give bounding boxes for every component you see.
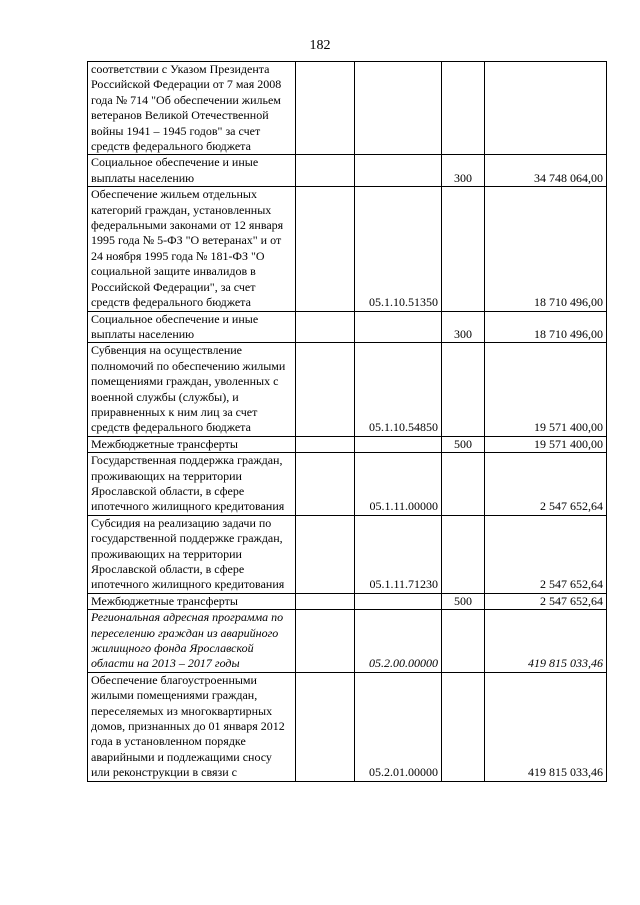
row-name-cell: соответствии с Указом Президента Российской Федерации от 7 мая 2008 года № 714 "Об обеспечении жильем ветеранов Великой Отечественной войны 1941 – 1945 годов" за счет средств федерального бюджета bbox=[88, 62, 296, 155]
row-name-cell: Межбюджетные трансферты bbox=[88, 593, 296, 609]
row-extra-cell bbox=[296, 593, 355, 609]
row-extra-cell bbox=[296, 311, 355, 343]
row-code-cell bbox=[355, 62, 442, 155]
row-amount-cell: 34 748 064,00 bbox=[485, 155, 607, 187]
row-name-cell: Государственная поддержка граждан, проживающих на территории Ярославской области, в сфере ипотечного жилищного кредитования bbox=[88, 453, 296, 516]
row-name-cell: Субсидия на реализацию задачи по государственной поддержке граждан, проживающих на территории Ярославской области, в сфере ипотечного жилищного кредитования bbox=[88, 515, 296, 593]
row-expense-type-cell: 500 bbox=[442, 436, 485, 452]
row-amount-cell: 419 815 033,46 bbox=[485, 672, 607, 781]
row-amount-cell: 2 547 652,64 bbox=[485, 453, 607, 516]
row-code-cell: 05.1.11.00000 bbox=[355, 453, 442, 516]
row-amount-cell: 18 710 496,00 bbox=[485, 311, 607, 343]
row-name-cell: Субвенция на осуществление полномочий по обеспечению жилыми помещениями граждан, уволенных с военной службы (службы), и приравненных к ним лиц за счет средств федерального бюджета bbox=[88, 343, 296, 436]
table-row bbox=[88, 515, 607, 593]
row-expense-type-cell: 500 bbox=[442, 593, 485, 609]
table-row bbox=[88, 610, 607, 673]
row-name-cell: Региональная адресная программа по переселению граждан из аварийного жилищного фонда Ярославской области на 2013 – 2017 годы bbox=[88, 610, 296, 673]
table-row bbox=[88, 155, 607, 187]
row-name-cell: Межбюджетные трансферты bbox=[88, 436, 296, 452]
row-expense-type-cell: 300 bbox=[442, 311, 485, 343]
row-expense-type-cell bbox=[442, 515, 485, 593]
row-name-cell: Обеспечение благоустроенными жилыми помещениями граждан, переселяемых из многоквартирных домов, признанных до 01 января 2012 года в установленном порядке аварийными и подлежащими сносу или реконструкции в связи с bbox=[88, 672, 296, 781]
row-extra-cell bbox=[296, 187, 355, 311]
table-row bbox=[88, 187, 607, 311]
row-amount-cell: 2 547 652,64 bbox=[485, 593, 607, 609]
budget-table bbox=[87, 61, 607, 782]
row-expense-type-cell bbox=[442, 343, 485, 436]
table-row bbox=[88, 436, 607, 452]
budget-table-body bbox=[88, 62, 607, 782]
table-row bbox=[88, 62, 607, 155]
row-code-cell: 05.1.10.54850 bbox=[355, 343, 442, 436]
table-row bbox=[88, 343, 607, 436]
row-extra-cell bbox=[296, 515, 355, 593]
row-code-cell: 05.1.11.71230 bbox=[355, 515, 442, 593]
table-row bbox=[88, 453, 607, 516]
row-amount-cell bbox=[485, 62, 607, 155]
row-name-cell: Обеспечение жильем отдельных категорий граждан, установленных федеральными законами от 12 января 1995 года № 5-ФЗ "О ветеранах" и от 24 ноября 1995 года № 181-ФЗ "О социальной защите инвалидов в Российской Федерации", за счет средств федерального бюджета bbox=[88, 187, 296, 311]
row-extra-cell bbox=[296, 672, 355, 781]
row-code-cell bbox=[355, 155, 442, 187]
row-amount-cell: 2 547 652,64 bbox=[485, 515, 607, 593]
row-amount-cell: 18 710 496,00 bbox=[485, 187, 607, 311]
row-extra-cell bbox=[296, 610, 355, 673]
row-code-cell: 05.1.10.51350 bbox=[355, 187, 442, 311]
row-amount-cell: 19 571 400,00 bbox=[485, 343, 607, 436]
row-name-cell: Социальное обеспечение и иные выплаты населению bbox=[88, 311, 296, 343]
row-amount-cell: 419 815 033,46 bbox=[485, 610, 607, 673]
row-code-cell bbox=[355, 593, 442, 609]
table-row bbox=[88, 672, 607, 781]
row-extra-cell bbox=[296, 155, 355, 187]
row-amount-cell: 19 571 400,00 bbox=[485, 436, 607, 452]
table-row bbox=[88, 311, 607, 343]
row-expense-type-cell bbox=[442, 187, 485, 311]
row-extra-cell bbox=[296, 436, 355, 452]
row-code-cell bbox=[355, 311, 442, 343]
table-row bbox=[88, 593, 607, 609]
row-code-cell bbox=[355, 436, 442, 452]
row-expense-type-cell bbox=[442, 672, 485, 781]
row-expense-type-cell bbox=[442, 453, 485, 516]
row-expense-type-cell: 300 bbox=[442, 155, 485, 187]
row-code-cell: 05.2.00.00000 bbox=[355, 610, 442, 673]
row-expense-type-cell bbox=[442, 610, 485, 673]
row-name-cell: Социальное обеспечение и иные выплаты населению bbox=[88, 155, 296, 187]
row-extra-cell bbox=[296, 453, 355, 516]
page-number: 182 bbox=[309, 38, 331, 53]
row-code-cell: 05.2.01.00000 bbox=[355, 672, 442, 781]
row-expense-type-cell bbox=[442, 62, 485, 155]
row-extra-cell bbox=[296, 62, 355, 155]
row-extra-cell bbox=[296, 343, 355, 436]
